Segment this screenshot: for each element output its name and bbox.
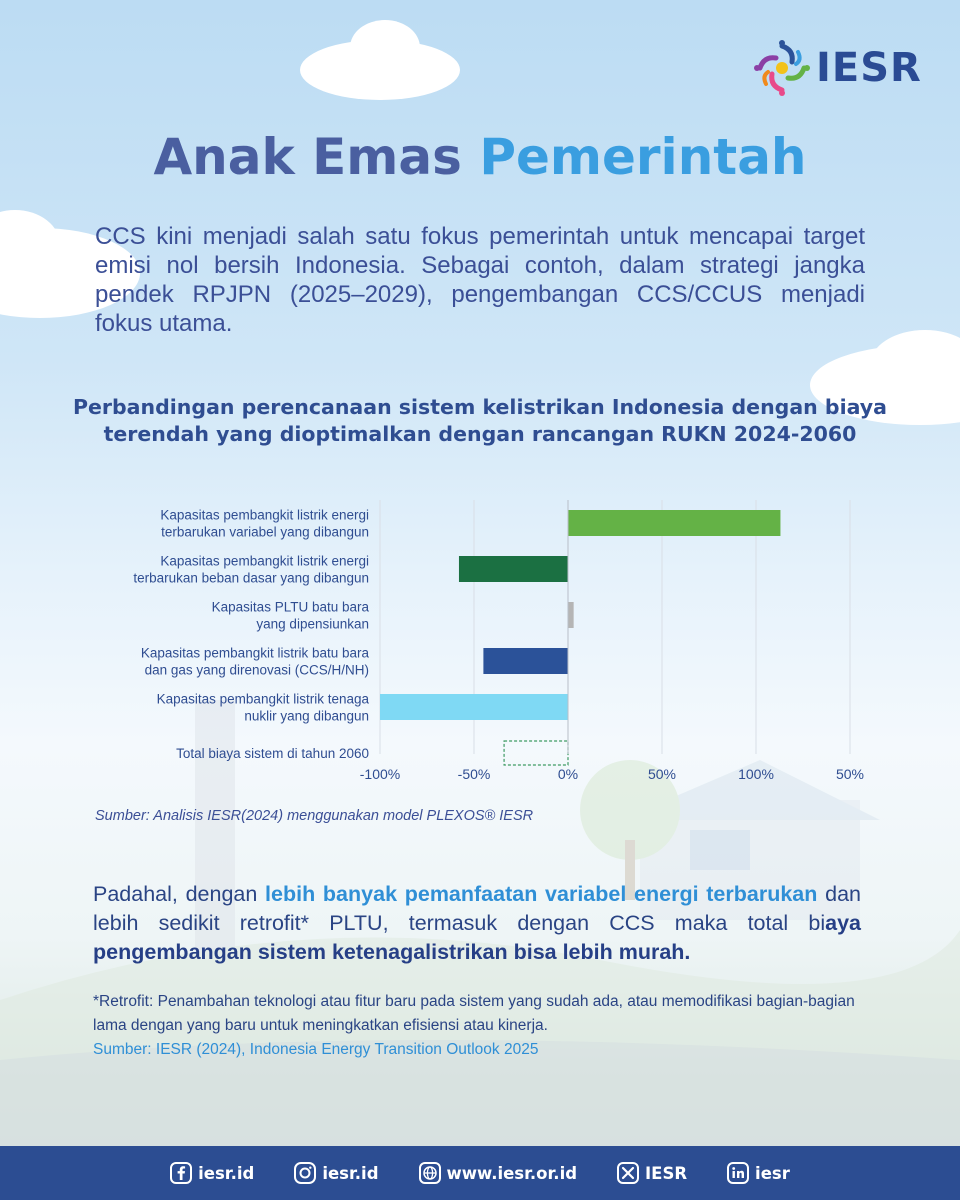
bar-chart (0, 490, 960, 790)
category-label: Kapasitas pembangkit listrik batu bara (140, 645, 369, 661)
x-tick-label: 50% (647, 766, 677, 782)
globe-icon (419, 1162, 441, 1184)
chart-source: Sumber: Analisis IESR(2024) menggunakan model PLEXOS® IESR (95, 808, 534, 824)
linkedin-link[interactable] (727, 1162, 790, 1184)
bar (483, 648, 568, 674)
bar (568, 510, 780, 536)
x-handle: IESR (645, 1163, 688, 1183)
facebook-icon (170, 1162, 192, 1184)
intro-paragraph: CCS kini menjadi salah satu fokus pemerintah untuk mencapai target emisi nol bersih Indonesia. Sebagai contoh, dalam strategi jangka pendek RPJPN (2025–2029), pengembangan CCS/CCUS menjadi fokus utama. (95, 223, 865, 337)
category-label: terbarukan beban dasar yang dibangun (133, 570, 369, 586)
facebook-link[interactable] (170, 1162, 254, 1184)
page-title (0, 128, 960, 186)
retrofit-note (93, 990, 883, 1062)
bar (568, 602, 574, 628)
x-tick-label: 100% (738, 766, 774, 782)
x-tick-label: 0% (557, 766, 579, 782)
category-label: Total biaya sistem di tahun 2060 (176, 746, 369, 761)
conclusion-text-2: dan lebih sedikit retrofit* PLTU, termasuk dengan CCS maka total bi (93, 882, 861, 935)
category-label: Kapasitas PLTU batu bara (211, 599, 369, 615)
iesr-logo (752, 38, 932, 98)
website-link[interactable] (419, 1162, 578, 1184)
brand-name: IESR (816, 45, 922, 91)
conclusion-text-1: Padahal, dengan (93, 882, 266, 906)
retrofit-definition: *Retrofit: Penambahan teknologi atau fitur baru pada sistem yang sudah ada, atau memodifikasi bagian-bagian lama dengan yang baru untuk meningkatkan efisiensi atau kinerja. (93, 993, 855, 1034)
website-url: www.iesr.or.id (446, 1163, 578, 1183)
x-icon (617, 1162, 639, 1184)
bar (459, 556, 568, 582)
linkedin-handle: iesr (755, 1163, 790, 1183)
footer-bar (0, 1146, 960, 1200)
x-tick-label: -100% (359, 766, 401, 782)
conclusion-paragraph (93, 880, 861, 967)
category-label: Kapasitas pembangkit listrik tenaga (156, 691, 369, 707)
x-link[interactable] (617, 1162, 687, 1184)
instagram-link[interactable] (294, 1162, 378, 1184)
conclusion-emphasis: aya pengembangan sistem ketenagalistrikan bisa lebih murah. (93, 911, 861, 964)
bar (380, 694, 568, 720)
category-label: dan gas yang direnovasi (CCS/H/NH) (144, 662, 369, 678)
title-part2: Pemerintah (479, 128, 807, 186)
chart-title: Perbandingan perencanaan sistem kelistrikan Indonesia dengan biaya terendah yang dioptimalkan dengan rancangan RUKN 2024-2060 (72, 395, 888, 446)
iesr-logo-icon (752, 38, 812, 98)
category-label: Kapasitas pembangkit listrik energi (160, 507, 369, 523)
category-label: terbarukan variabel yang dibangun (161, 524, 369, 540)
category-label: nuklir yang dibangun (244, 708, 369, 724)
category-label: yang dipensiunkan (256, 616, 369, 632)
category-label: Kapasitas pembangkit listrik energi (160, 553, 369, 569)
x-tick-label: -50% (457, 766, 491, 782)
note-source: Sumber: IESR (2024), Indonesia Energy Transition Outlook 2025 (93, 1041, 539, 1058)
title-part1: Anak Emas (153, 128, 462, 186)
conclusion-highlight: lebih banyak pemanfaatan variabel energi terbarukan (265, 882, 818, 906)
linkedin-icon (727, 1162, 749, 1184)
instagram-handle: iesr.id (322, 1163, 379, 1183)
facebook-handle: iesr.id (198, 1163, 255, 1183)
bar-total-cost (504, 741, 568, 765)
x-tick-label: 50% (835, 766, 865, 782)
instagram-icon (294, 1162, 316, 1184)
